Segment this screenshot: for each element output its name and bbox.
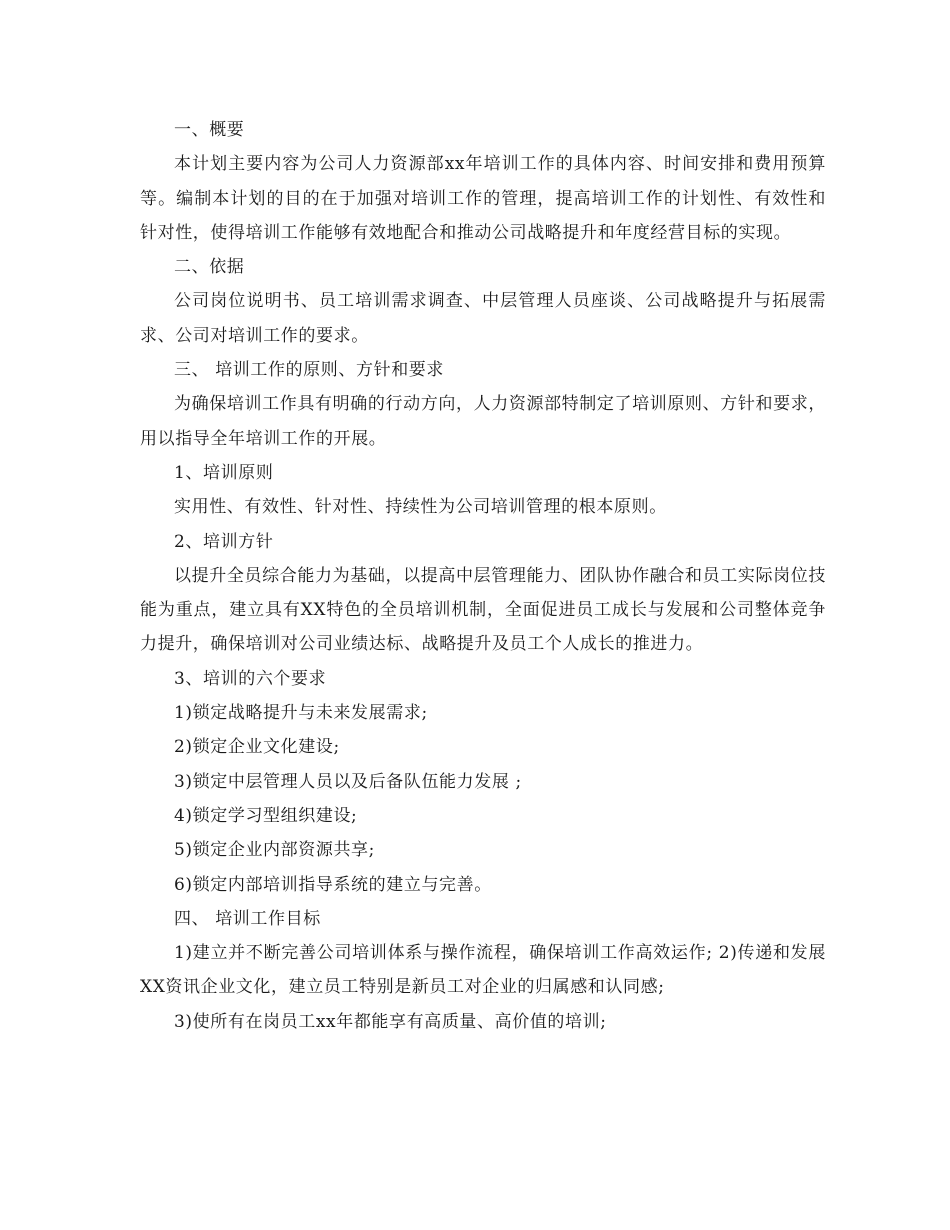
paragraph-overview: 本计划主要内容为公司人力资源部xx年培训工作的具体内容、时间安排和费用预算等。编制本计划的目的在于加强对培训工作的管理，提高培训工作的计划性、有效性和针对性，使得培训工作能够有效地配合和推动公司战略提升和年度经营目标的实现。 (140, 154, 826, 243)
subheading-training-policy: 2、培训方针 (174, 531, 274, 552)
list-item-requirement-4: 4)锁定学习型组织建设; (174, 805, 358, 826)
list-item-requirement-3: 3)锁定中层管理人员以及后备队伍能力发展 ; (174, 771, 522, 792)
document-body (140, 113, 826, 1039)
paragraph-goals-1-2: 1)建立并不断完善公司培训体系与操作流程，确保培训工作高效运作; 2)传递和发展XX资讯企业文化，建立员工特别是新员工对企业的归属感和认同感; (140, 943, 826, 998)
paragraph-basis: 公司岗位说明书、员工培训需求调查、中层管理人员座谈、公司战略提升与拓展需求、公司对培训工作的要求。 (140, 291, 826, 346)
paragraph-training-policy: 以提升全员综合能力为基础，以提高中层管理能力、团队协作融合和员工实际岗位技能为重点，建立具有XX特色的全员培训机制，全面促进员工成长与发展和公司整体竞争力提升，确保培训对公司业绩达标、战略提升及员工个人成长的推进力。 (140, 565, 826, 655)
list-item-requirement-6: 6)锁定内部培训指导系统的建立与完善。 (174, 874, 492, 895)
list-item-requirement-2: 2)锁定企业文化建设; (174, 737, 340, 758)
heading-goals: 四、 培训工作目标 (174, 908, 321, 929)
paragraph-training-principle: 实用性、有效性、针对性、持续性为公司培训管理的根本原则。 (174, 497, 667, 518)
heading-principles: 三、 培训工作的原则、方针和要求 (174, 360, 445, 381)
list-item-requirement-1: 1)锁定战略提升与未来发展需求; (174, 703, 428, 724)
subheading-training-principle: 1、培训原则 (174, 462, 274, 483)
heading-basis: 二、依据 (174, 257, 245, 278)
paragraph-principles-intro: 为确保培训工作具有明确的行动方向，人力资源部特制定了培训原则、方针和要求，用以指导全年培训工作的开展。 (140, 394, 826, 449)
paragraph-goals-3: 3)使所有在岗员工xx年都能享有高质量、高价值的培训; (174, 1011, 607, 1032)
heading-overview: 一、概要 (174, 120, 245, 140)
list-item-requirement-5: 5)锁定企业内部资源共享; (174, 840, 375, 861)
subheading-six-requirements: 3、培训的六个要求 (174, 668, 327, 689)
